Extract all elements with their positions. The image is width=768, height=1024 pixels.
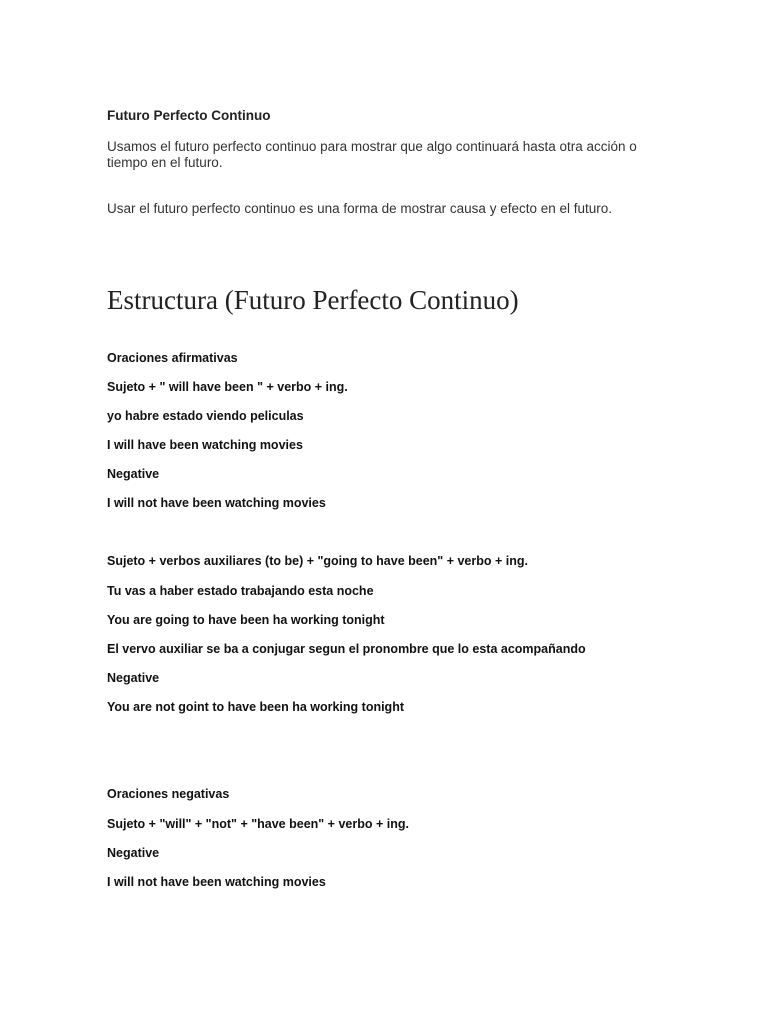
negative-negative-label: Negative	[107, 846, 160, 860]
affirmative-negative-example: I will not have been watching movies	[107, 496, 326, 510]
affirmative-formula: Sujeto + " will have been " + verbo + ing.	[107, 380, 348, 394]
going-to-formula: Sujeto + verbos auxiliares (to be) + "going to have been" + verbo + ing.	[107, 554, 528, 568]
negative-negative-example: I will not have been watching movies	[107, 875, 326, 889]
affirmative-heading: Oraciones afirmativas	[107, 351, 238, 365]
going-to-note: El vervo auxiliar se ba a conjugar segun el pronombre que lo esta acompañando	[107, 642, 586, 656]
intro-paragraph-1: Usamos el futuro perfecto continuo para mostrar que algo continuará hasta otra acción o tiempo en el futuro.	[107, 139, 637, 170]
going-to-negative-label: Negative	[107, 671, 160, 685]
negative-heading: Oraciones negativas	[107, 787, 230, 801]
structure-heading: Estructura (Futuro Perfecto Continuo)	[107, 285, 519, 315]
affirmative-example-es: yo habre estado viendo peliculas	[107, 409, 304, 423]
going-to-example-en: You are going to have been ha working tonight	[107, 613, 385, 627]
affirmative-example-en: I will have been watching movies	[107, 438, 303, 452]
intro-paragraph-2: Usar el futuro perfecto continuo es una forma de mostrar causa y efecto en el futuro.	[107, 201, 613, 216]
negative-formula: Sujeto + "will" + "not" + "have been" + verbo + ing.	[107, 817, 409, 831]
going-to-negative-example: You are not goint to have been ha working tonight	[107, 700, 404, 714]
section-title: Futuro Perfecto Continuo	[107, 108, 271, 123]
affirmative-negative-label: Negative	[107, 467, 160, 481]
going-to-example-es: Tu vas a haber estado trabajando esta noche	[107, 584, 374, 598]
